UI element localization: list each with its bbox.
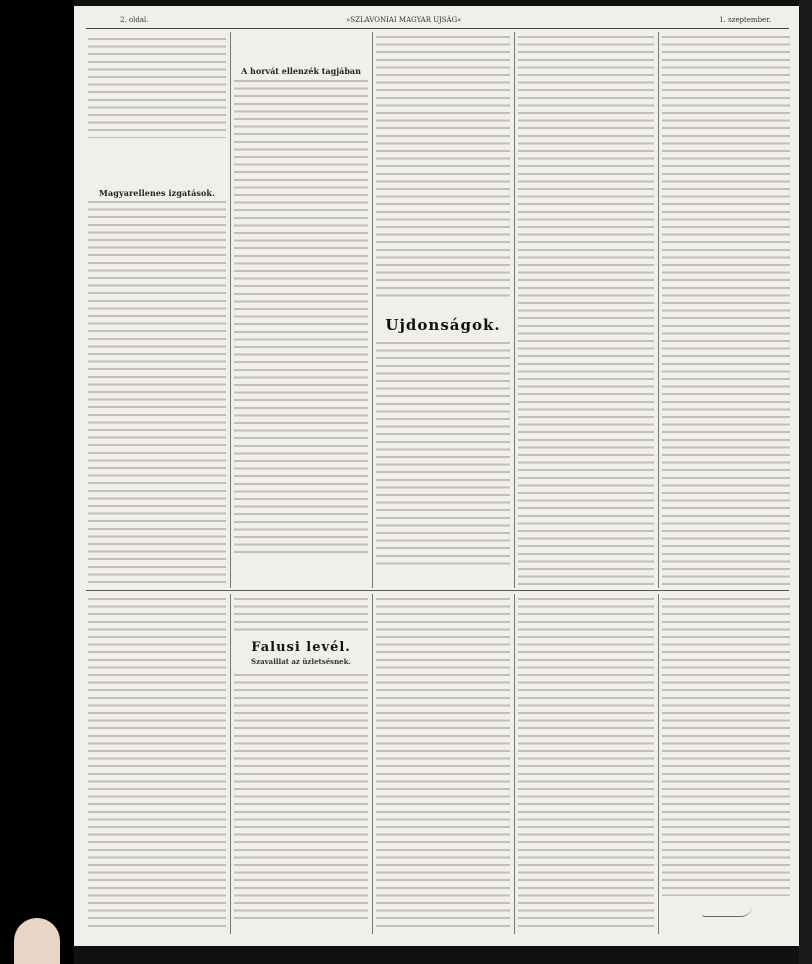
article-column-4	[518, 34, 654, 586]
text-block	[662, 34, 790, 586]
lower-column-1	[88, 596, 226, 932]
text-block	[234, 78, 368, 558]
newspaper-title: »SZLAVONIAI MAGYAR UJSÁG«	[346, 16, 462, 24]
column-divider	[230, 594, 231, 934]
lower-column-4	[518, 596, 654, 932]
section-rule	[86, 590, 789, 591]
lower-column-3	[376, 596, 510, 932]
text-block	[518, 596, 654, 932]
page-header	[86, 14, 789, 28]
text-block	[376, 340, 510, 570]
column-divider	[372, 32, 373, 588]
scan-right-edge	[799, 0, 812, 964]
column-divider	[514, 32, 515, 588]
text-block	[88, 36, 226, 138]
page-number: 2. oldal.	[120, 16, 149, 24]
lower-column-5	[662, 596, 790, 932]
column-divider	[658, 32, 659, 588]
column-divider	[230, 32, 231, 588]
column-divider	[658, 594, 659, 934]
text-block	[662, 596, 790, 896]
text-block	[234, 596, 368, 632]
article-heading: Magyarellenes izgatások.	[99, 187, 215, 198]
text-block	[234, 672, 368, 922]
article-column-2	[234, 34, 368, 586]
thumb-on-scan	[14, 918, 60, 964]
signature-flourish	[702, 906, 752, 917]
text-block	[376, 596, 510, 932]
article-heading: A horvát ellenzék tagjában	[241, 66, 361, 76]
text-block	[376, 34, 510, 302]
section-heading: Ujdonságok.	[385, 316, 501, 334]
scan-left-edge	[0, 0, 74, 964]
column-divider	[514, 594, 515, 934]
header-rule	[86, 28, 789, 29]
article-column-3	[376, 34, 510, 586]
section-subheading: Szavalllat az üzletsésnek.	[251, 657, 351, 666]
section-heading: Falusi levél.	[251, 640, 351, 655]
column-divider	[372, 594, 373, 934]
lower-column-2	[234, 596, 368, 932]
article-column-5	[662, 34, 790, 586]
issue-date: 1. szeptember.	[719, 16, 771, 24]
text-block	[88, 596, 226, 932]
text-block	[518, 34, 654, 586]
text-block	[88, 199, 226, 586]
newspaper-page	[74, 6, 799, 946]
